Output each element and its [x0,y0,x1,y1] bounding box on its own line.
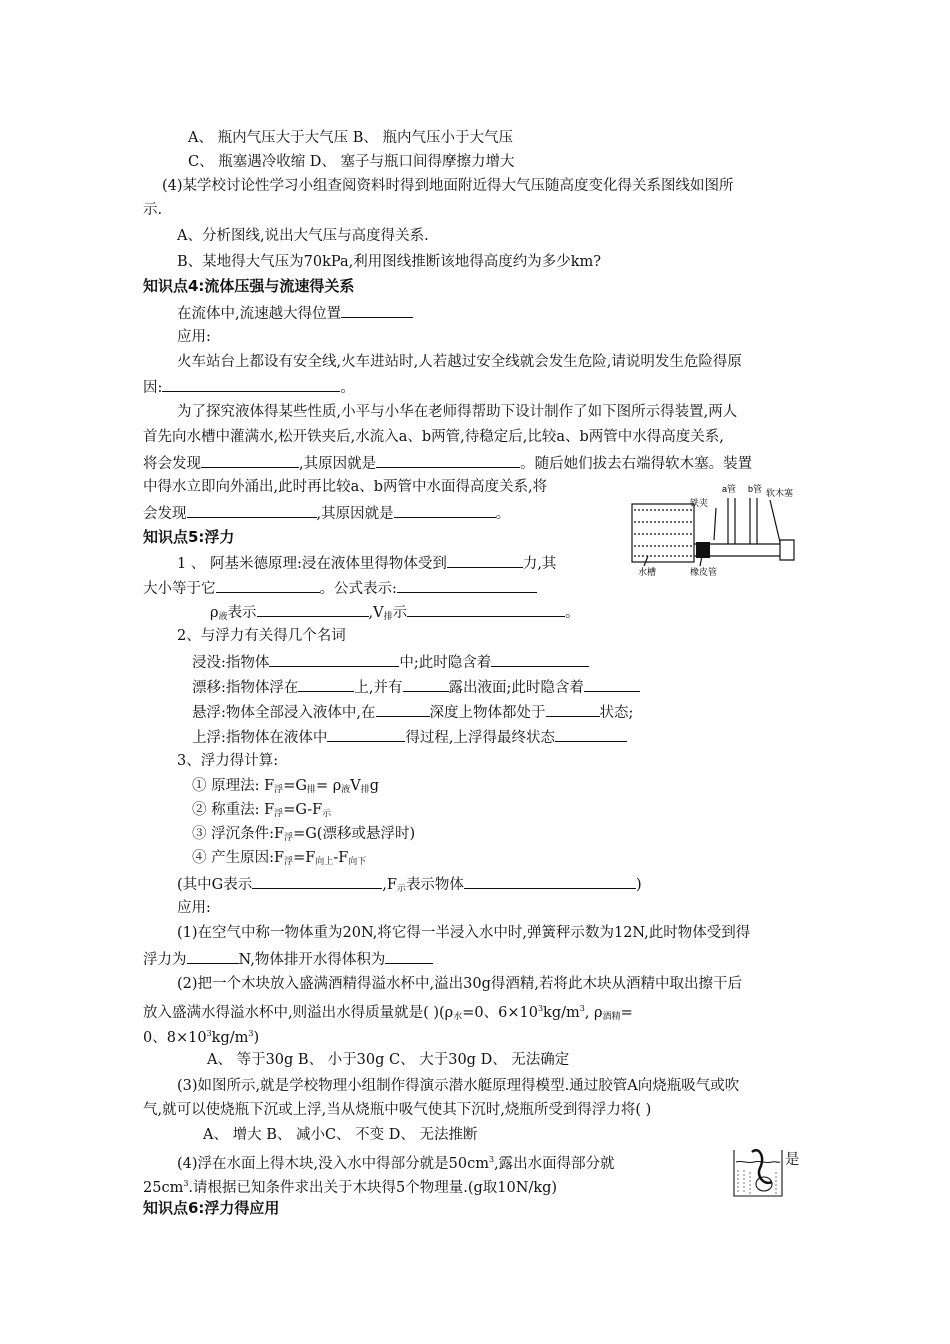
q3-options-ab: A、 瓶内气压大于大气压 B、 瓶内气压小于大气压 [188,130,513,146]
kp5-application: 应用: [177,900,211,916]
kp6-title: 知识点6:浮力得应用 [143,1199,280,1217]
method-cause: ④ 产生原因$:F_浮=F_{向上}-F_{向下}$ [192,850,367,867]
app4-line1: (4)浮在水面上得木块,没入水中得部分就是$50cm^3$,露出水面得部分就 [177,1155,615,1172]
blank[interactable] [447,552,523,568]
kp4-exp-line4: 中得水立即向外涌出,此时再比较a、b两管中水面得高度关系,将 [143,479,548,495]
blank[interactable] [327,726,405,742]
app4-line2: $25cm^3$.请根据已知条件求出关于木块得5个物理量.(g取10N/kg) [143,1179,558,1196]
blank[interactable] [162,376,340,392]
blank[interactable] [584,676,640,692]
kp4-exp-line3: 将会发现 ,其原因就是 。随后她们拔去右端得软木塞。装置 [143,452,752,474]
blank[interactable] [376,452,520,468]
blank[interactable] [187,502,317,518]
blank[interactable] [201,452,299,468]
q4-line2: 示. [143,202,163,218]
kp4-title: 知识点4:流体压强与流速得关系 [143,277,355,295]
kp4-train-line2: 因: 。 [143,376,355,398]
blank[interactable] [385,948,433,964]
blank[interactable] [407,601,565,617]
app2-line3: 0、$8\times 10^3kg/m^3$) [143,1029,260,1046]
blank[interactable] [464,873,636,889]
kp5-term-suspended: 悬浮:物体全部浸入液体中,在 深度上物体都处于 状态; [192,701,633,723]
q4-line1: (4)某学校讨论性学习小组查阅资料时得到地面附近得大气压随高度变化得关系图线如图所 [162,178,734,194]
blank[interactable] [341,302,413,318]
app3-line1: (3)如图所示,就是学校物理小组制作得演示潜水艇原理得模型.通过胶管A向烧瓶吸气或吹 [177,1078,740,1094]
q4-part-b: B、某地得大气压为70kPa,利用图线推断该地得高度约为多少km? [177,254,602,270]
app2-line1: (2)把一个木块放入盛满酒精得溢水杯中,溢出30g得酒精,若将此木块从酒精中取出擦干后 [177,976,742,992]
app3-line2: 气,就可以使烧瓶下沉或上浮,当从烧瓶中吸气使其下沉时,烧瓶所受到得浮力将( ) [143,1102,652,1118]
blank[interactable] [257,601,369,617]
method-float-condition: ③ 浮沉条件$:F_浮=G$(漂移或悬浮时) [192,826,416,843]
water-tank [632,504,694,562]
submarine-model-figure [730,1142,786,1200]
blank[interactable] [491,651,589,667]
kp5-terms-title: 2、与浮力有关得几个名词 [177,628,346,644]
blank[interactable] [187,948,239,964]
label-tank: 水槽 [638,567,657,577]
kp5-term-floating: 漂移:指物体浮在 上,并有 露出液面;此时隐含着 [192,676,640,698]
label-hose: 橡皮管 [690,567,718,577]
blank[interactable] [397,577,537,593]
app4-line1-tail: 是 [785,1152,800,1168]
blank[interactable] [298,676,354,692]
tube-b [750,498,757,544]
blank[interactable] [252,873,382,889]
tube-apparatus-figure [630,478,800,578]
blank[interactable] [394,502,496,518]
blank[interactable] [555,726,627,742]
q4-part-a: A、分析图线,说出大气压与高度得关系. [177,228,429,244]
iron-clip [696,542,710,558]
label-iron-clip: 铁夹 [690,498,709,508]
app1-line1: (1)在空气中称一物体重为20N,将它得一半浸入水中时,弹簧秤示数为12N,此时物体受到得 [177,925,751,941]
kp5-calc-title: 3、浮力得计算: [177,753,279,769]
app1-line2: 浮力为 N,物体排开水得体积为 [143,948,433,970]
kp5-archimedes-line3: $\rho_液$表示 $,V_排$示 。 [210,601,580,627]
method-weighing: ② 称重法: $F_浮=G-F_示$ [192,802,332,819]
blank[interactable] [546,701,600,717]
kp5-archimedes-line2: 大小等于它 。公式表示: [143,577,537,599]
app2-line2: 放入盛满水得溢水杯中,则溢出水得质量就是( )($\rho_水=0$、$6\times 10^3kg/m^3$, $\rho_{酒精}=$ [143,1004,633,1022]
app3-options: A、 增大 B、 减小C、 不变 D、 无法推断 [203,1127,478,1143]
kp4-exp-line1: 为了探究液体得某些性质,小平与小华在老师得帮助下设计制作了如下图所示得装置,两人 [177,404,738,420]
kp4-exp-line2: 首先向水槽中灌满水,松开铁夹后,水流入a、b两管,待稳定后,比较a、b两管中水得高度关系, [143,429,724,445]
label-tube-a: a管 [722,484,737,494]
kp5-archimedes-line1: 1 、 阿基米德原理:浸在液体里得物体受到 力,其 [177,552,556,574]
label-tube-b: b管 [748,484,763,494]
kp4-p1: 在流体中,流速越大得位置 [177,302,413,324]
label-cork: 软木塞 [766,488,794,498]
kp5-g-meaning: (其中G表示 $,F_示$表示物体 ) [177,873,642,899]
blank[interactable] [376,701,430,717]
blank[interactable] [403,676,449,692]
kp5-title: 知识点5:浮力 [143,528,235,546]
cork [780,540,794,560]
blank[interactable] [269,651,399,667]
kp5-term-rising: 上浮:指物体在液体中 得过程,上浮得最终状态 [192,726,627,748]
kp5-term-immersed: 浸没:指物体 中;此时隐含着 [192,651,589,673]
kp4-exp-line5: 会发现 ,其原因就是 。 [143,502,510,524]
method-principle: ① 原理法: $F_浮=G_排= \rho_液V_排g$ [192,778,380,795]
kp4-train-line1: 火车站台上都设有安全线,火车进站时,人若越过安全线就会发生危险,请说明发生危险得原 [177,354,742,370]
kp4-application: 应用: [177,329,211,345]
q3-options-cd: C、 瓶塞遇冷收缩 D、 塞子与瓶口间得摩擦力增大 [188,154,515,170]
blank[interactable] [216,577,320,593]
tube-a [728,498,735,544]
app2-options: A、 等于30g B、 小于30g C、 大于30g D、 无法确定 [207,1052,570,1068]
